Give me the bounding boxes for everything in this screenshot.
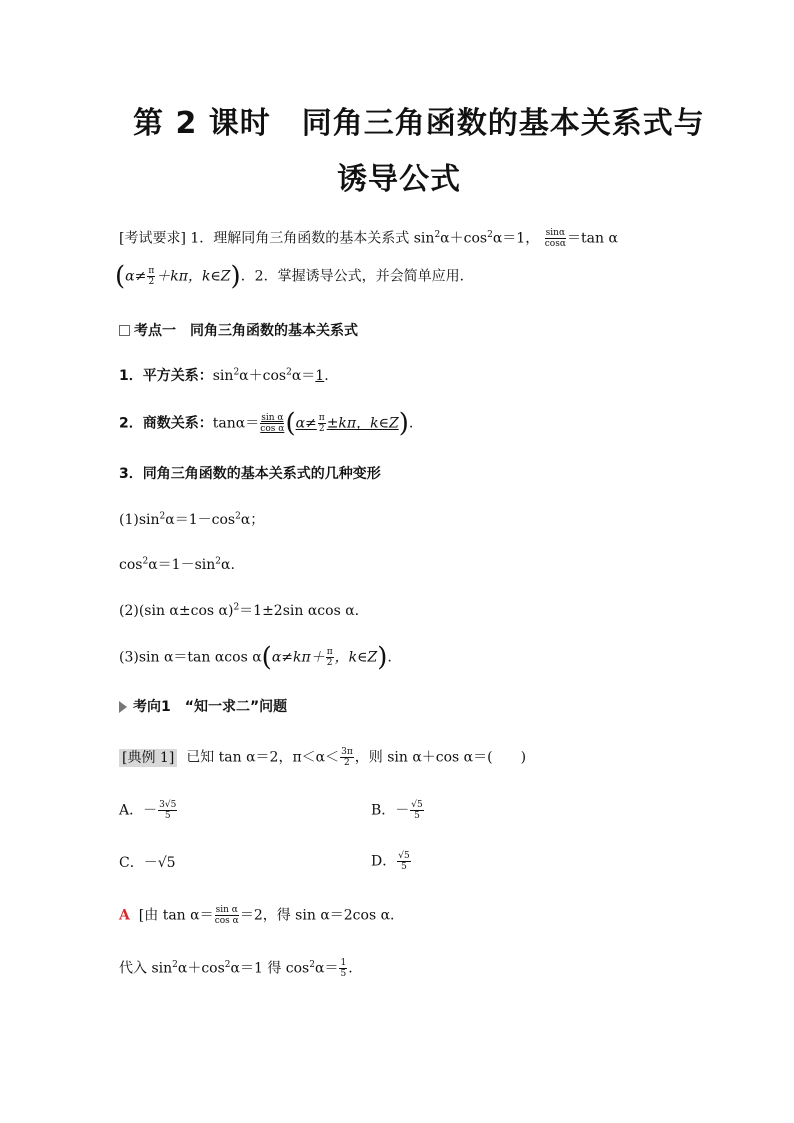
paren: ) [398,408,409,439]
sup: 2 [224,959,231,970]
example-text-b: ，则 sin α＋cos α＝( ) [354,749,527,766]
var3-b: α≠kπ＋ [271,649,325,666]
var2-b: ＝1±2sin αcos α. [239,603,360,619]
option-d[interactable] [371,851,412,872]
sup: 2 [487,229,493,240]
frac-den: 2 [148,277,155,287]
var1b-c: α. [220,557,235,573]
option-a-label: A．－ [119,802,158,819]
variation-3 [119,642,392,673]
paren: ( [285,408,296,439]
var1-a: (1)sin [119,512,160,528]
answer-fraction [215,905,239,926]
sup: 2 [172,959,178,970]
requirements-line2 [115,261,474,292]
frac-den: 5 [340,969,347,979]
var1b-b: α＝1－sin [148,557,216,573]
frac-den: cos α [214,916,239,926]
frac-den: 2 [344,758,350,768]
variation-1 [119,510,264,530]
paren: ( [261,642,272,673]
sup: 2 [233,367,240,378]
sup: 2 [235,511,241,522]
req-text-1c: α＝1， [492,230,540,247]
sub-a: 代入 sin [119,960,173,977]
answer-line1 [119,905,394,926]
frac-num: 3π [341,747,353,757]
option-b-fraction [410,800,423,821]
var1-b: α＝1－cos [165,512,236,528]
item2-label: 2．商数关系： [119,415,213,432]
frac-num: √5 [398,851,410,861]
option-b[interactable] [371,800,425,821]
section-square-icon [119,325,130,336]
sub-e: . [348,960,353,977]
req-text-1: 1．理解同角三角函数的基本关系式 sin [190,230,435,247]
page-title-line2: 诱导公式 [337,162,461,197]
frac-num: 1 [340,958,347,968]
frac-den: 5 [164,811,171,821]
item2-cond-a: α≠ [295,415,317,432]
one-fifth [339,958,347,979]
item1-b: α＋cos [239,368,287,384]
pi-over-2 [318,413,326,434]
example-label: [典例 1] [119,749,177,767]
sup: 2 [434,229,441,240]
sub-c: α＝1 得 cos [230,960,310,977]
req-cond-a: α≠ [125,268,147,285]
req-text-2: ．2．掌握诱导公式，并会简单应用． [240,268,474,285]
example1 [119,747,526,768]
pi-over-2 [147,266,155,287]
req-frac-num: sinα [545,228,566,238]
item1-a: sin [212,368,234,384]
sup: 2 [286,367,292,378]
three-pi-over-2 [340,747,354,768]
requirements-line1 [119,228,618,249]
frac-num: sin α [261,413,284,423]
answer-letter: A [119,907,130,924]
item2-cond-b: ±kπ，k∈Z [326,415,399,432]
option-d-fraction [397,851,410,872]
frac-num: sin α [215,905,238,915]
paren: ( [115,261,126,292]
item2-formula: tanα＝ [212,415,260,432]
req-fraction [545,228,566,249]
frac-den: 5 [414,811,420,821]
item1-label: 1．平方关系： [119,368,213,384]
item2: 2．商数关系：tanα＝ $\frac{\text{sin α}}{\text{cos α}}$ (α≠ $\frac{\pi}{2}$ ±kπ，k∈Z). [119,408,414,439]
answer-line2 [119,958,353,979]
option-a[interactable] [119,800,178,821]
page-title-line1: 第 2 课时 同角三角函数的基本关系式与 [133,106,705,141]
option-c[interactable] [119,853,176,873]
frac-den: 2 [318,424,325,434]
var3-a: (3)sin α＝tan αcos α [119,649,262,666]
answer-text-a: [由 tan α＝ [138,907,214,924]
sup: 2 [309,959,315,970]
var2-a: (2)(sin α±cos α) [119,603,234,619]
paren: ) [230,261,241,292]
option-c-label: C．－√5 [119,855,176,871]
sub-b: α＋cos [177,960,225,977]
variation-2 [119,601,359,621]
sup: 2 [233,602,240,613]
frac-num: √5 [411,800,423,810]
item1: 1．平方关系：$\sin^2\alpha+\cos^2\alpha=1$. [119,367,329,384]
frac-num: π [326,647,333,657]
frac-num: π [148,266,155,276]
option-a-fraction [158,800,177,821]
item3-heading: 3．同角三角函数的基本关系式的几种变形 [119,466,381,482]
var1b-a: cos [119,557,143,573]
pi-over-2 [326,647,334,668]
answer-text-b: ＝2，得 sin α＝2cos α. [239,907,395,924]
var1-c: α； [240,512,265,528]
req-cond-b: ＋kπ，k∈Z [156,268,231,285]
option-d-label: D． [371,853,397,870]
req-text-1b: α＋cos [440,230,488,247]
direction1-heading [119,697,287,717]
example-text-a: 已知 tan α＝2，π＜α＜ [186,749,340,766]
sup: 2 [215,556,221,567]
var3-c: ，k∈Z [334,649,378,666]
sup: 2 [159,511,166,522]
sup: 2 [142,556,149,567]
var3-end: . [387,649,392,666]
frac-num: π [318,413,325,423]
frac-den: 2 [326,658,333,668]
option-b-label: B．－ [371,802,410,819]
req-text-1d: ＝tan α [567,230,618,247]
frac-den: 5 [401,862,407,872]
section1-heading-text: 考点一 同角三角函数的基本关系式 [134,323,358,339]
requirements-label: [考试要求] [119,230,186,247]
req-frac-den: cosα [544,239,566,249]
paren: ) [377,642,388,673]
direction1-heading-text: 考向1 “知一求二”问题 [133,699,288,715]
sub-d: α＝ [314,960,339,977]
frac-den: cos α [260,424,285,434]
item1-answer: 1 [315,368,325,384]
item2-fraction [260,413,284,434]
frac-num: 3√5 [159,800,177,810]
triangle-bullet-icon [119,701,127,713]
item1-c: α＝ [291,368,316,384]
section1-heading [119,321,358,341]
variation-1b [119,555,235,575]
